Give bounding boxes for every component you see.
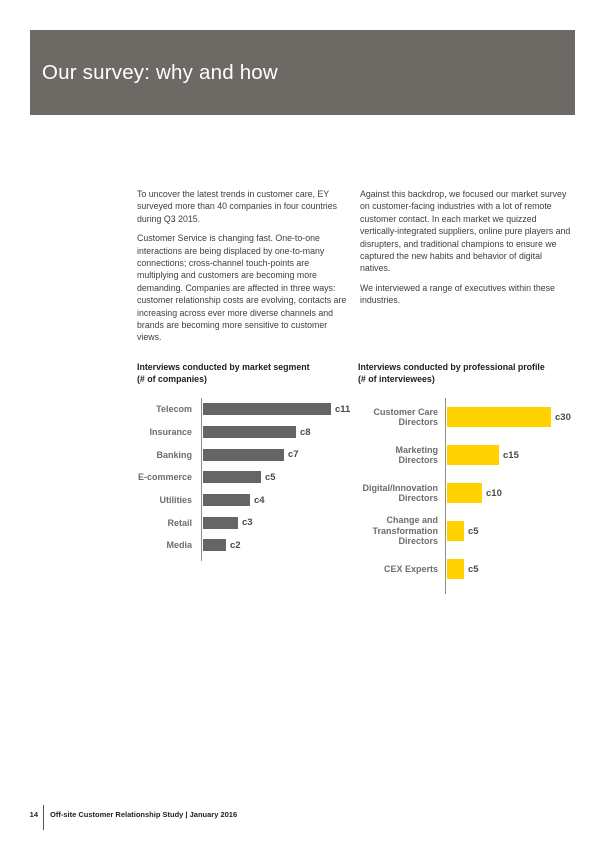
chart-row (358, 436, 592, 474)
page-title: Our survey: why and how (42, 60, 278, 84)
bar-track (445, 483, 592, 503)
paragraph: Customer Service is changing fast. One-to-one interactions are being displaced by one-to-many connections; cross-channel touch-points are multiplying and customers are becoming more demanding. Companies are affected in three ways: customer relationship costs are evolving, contacts are increasing across ever more diverse channels and brands are becoming more sensitive to customer views. (137, 233, 347, 343)
chart-subtitle: (# of companies) (137, 373, 207, 384)
bar-track (201, 539, 359, 551)
chart-professional-profile (358, 362, 592, 588)
value-label: c10 (486, 487, 502, 499)
value-label: c5 (468, 525, 479, 537)
chart-title: Interviews conducted by market segment (137, 362, 310, 372)
bar-track (201, 403, 359, 415)
chart-row (137, 421, 359, 444)
value-label: c8 (300, 426, 311, 438)
chart-row (137, 534, 359, 557)
bar-track (445, 559, 592, 579)
chart-row (137, 443, 359, 466)
bar (203, 403, 331, 415)
bar-track (201, 517, 359, 529)
bar (447, 445, 499, 465)
chart-subtitle: (# of interviewees) (358, 373, 435, 384)
footer-text: Off-site Customer Relationship Study | January 2016 (50, 810, 238, 819)
category-label: Retail (167, 517, 192, 528)
bar-track (201, 426, 359, 438)
bar-track (201, 449, 359, 461)
value-label: c3 (242, 517, 253, 529)
bar (203, 426, 296, 438)
bar (447, 483, 482, 503)
bar-track (445, 445, 592, 465)
bar (203, 449, 284, 461)
bar (203, 539, 226, 551)
chart-title: Interviews conducted by professional profile (358, 362, 545, 372)
category-label: Banking (156, 449, 192, 460)
bar (203, 517, 238, 529)
footer-page-number: 14 (29, 810, 38, 819)
bar (203, 494, 250, 506)
value-label: c30 (555, 411, 571, 423)
category-label: Insurance (149, 427, 192, 438)
value-label: c2 (230, 539, 241, 551)
value-label: c7 (288, 449, 299, 461)
chart-row (137, 489, 359, 512)
value-label: c15 (503, 449, 519, 461)
bar-track (445, 407, 592, 427)
category-label: Marketing Directors (395, 444, 438, 465)
chart-row (358, 398, 592, 436)
chart-row (358, 512, 592, 550)
value-label: c5 (468, 563, 479, 575)
value-label: c5 (265, 471, 276, 483)
body-column-right (360, 188, 574, 314)
axis-line (445, 398, 446, 594)
category-label: Utilities (159, 495, 192, 506)
chart-row (137, 511, 359, 534)
chart-rows (137, 398, 359, 557)
bar-track (445, 521, 592, 541)
value-label: c11 (335, 403, 351, 415)
bar (447, 559, 464, 579)
paragraph: Against this backdrop, we focused our market survey on customer-facing industries with a lot of remote customer contact. In each market we quizzed vertically-integrated suppliers, online pure players and disrupters, and traditional champions to ensure we captured the new habits and behavior of digital natives. (360, 189, 571, 274)
paragraph: We interviewed a range of executives within these industries. (360, 282, 555, 306)
bar (203, 471, 261, 483)
category-label: Digital/Innovation Directors (362, 482, 438, 503)
category-label: Media (166, 540, 192, 551)
bar (447, 407, 551, 427)
body-column-left (137, 188, 349, 351)
bar-track (201, 494, 359, 506)
chart-market-segment (137, 362, 359, 557)
chart-rows (358, 398, 592, 588)
footer-divider (43, 805, 44, 830)
category-label: Change and Transformation Directors (372, 515, 438, 547)
value-label: c4 (254, 494, 265, 506)
category-label: E-commerce (137, 472, 192, 483)
bar-track (201, 471, 359, 483)
chart-row (137, 398, 359, 421)
header-banner (30, 30, 575, 115)
chart-row (358, 550, 592, 588)
axis-line (201, 398, 202, 561)
chart-row (358, 474, 592, 512)
category-label: CEX Experts (383, 563, 438, 574)
chart-row (137, 466, 359, 489)
footer (27, 805, 237, 830)
bar (447, 521, 464, 541)
category-label: Customer Care Directors (373, 406, 438, 427)
category-label: Telecom (156, 404, 192, 415)
paragraph: To uncover the latest trends in customer care, EY surveyed more than 40 companies in four countries during Q3 2015. (137, 189, 337, 224)
